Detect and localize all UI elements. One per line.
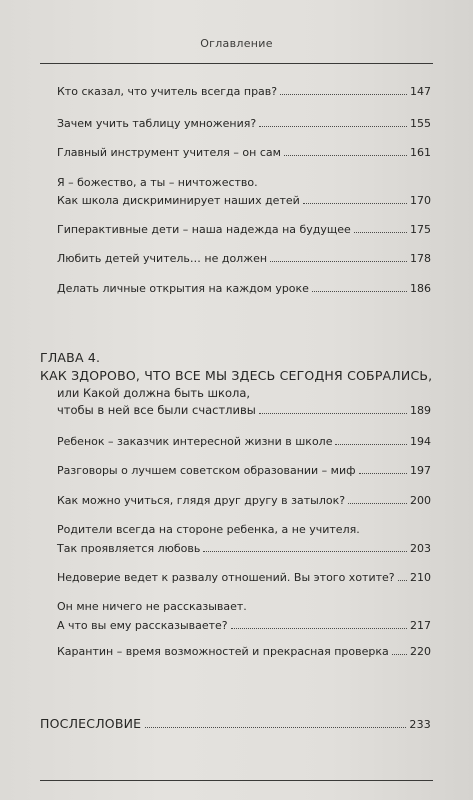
header-rule	[40, 63, 433, 64]
entry-title: Разговоры о лучшем советском образовании – миф	[57, 464, 356, 477]
toc-entry-afterword[interactable]	[40, 716, 431, 732]
leader-dots	[335, 444, 407, 445]
toc-entry[interactable]	[57, 645, 431, 659]
leader-dots	[354, 232, 407, 233]
toc-entry[interactable]	[57, 252, 431, 266]
entry-title: Кто сказал, что учитель всегда прав?	[57, 85, 278, 98]
chapter-heading[interactable]	[40, 350, 431, 383]
entry-page: 203	[410, 542, 431, 555]
leader-dots	[284, 155, 407, 156]
entry-title: Как можно учиться, глядя друг другу в затылок?	[57, 494, 346, 507]
leader-dots	[270, 261, 407, 262]
entry-title: Так проявляется любовь	[57, 542, 201, 555]
afterword-title: ПОСЛЕСЛОВИЕ	[40, 716, 142, 731]
running-header: Оглавление	[200, 37, 273, 50]
entry-title: Главный инструмент учителя – он сам	[57, 146, 281, 159]
entry-page: 194	[410, 435, 431, 448]
toc-entry[interactable]	[57, 85, 431, 99]
toc-entry[interactable]	[57, 223, 431, 237]
leader-dots	[203, 551, 407, 552]
entry-page: 147	[410, 85, 431, 98]
leader-dots	[259, 413, 407, 414]
leader-dots	[312, 291, 407, 292]
toc-entry[interactable]	[57, 571, 431, 585]
leader-dots	[392, 654, 407, 655]
toc-entry[interactable]	[57, 523, 431, 556]
entry-title-line: Я – божество, а ты – ничтожество.	[57, 176, 258, 189]
entry-page: 161	[410, 146, 431, 159]
leader-dots	[348, 503, 407, 504]
entry-page: 178	[410, 252, 431, 265]
entry-page: 217	[410, 619, 431, 632]
toc-entry[interactable]	[57, 464, 431, 478]
chapter-title: КАК ЗДОРОВО, ЧТО ВСЕ МЫ ЗДЕСЬ СЕГОДНЯ СОБРАЛИСЬ,	[40, 368, 433, 383]
entry-page: 155	[410, 117, 431, 130]
toc-entry[interactable]	[57, 282, 431, 296]
entry-page: 175	[410, 223, 431, 236]
entry-title-line: Он мне ничего не рассказывает.	[57, 600, 247, 613]
leader-dots	[231, 628, 407, 629]
entry-title: Карантин – время возможностей и прекрасная проверка	[57, 645, 389, 658]
entry-title: А что вы ему рассказываете?	[57, 619, 228, 632]
chapter-subtitle-line: чтобы в ней все были счастливы	[57, 403, 256, 417]
toc-entry[interactable]	[57, 146, 431, 160]
leader-dots	[259, 126, 407, 127]
entry-title: Как школа дискриминирует наших детей	[57, 194, 300, 207]
entry-title: Ребенок – заказчик интересной жизни в школе	[57, 435, 333, 448]
footer-rule	[40, 780, 433, 781]
entry-page: 200	[410, 494, 431, 507]
leader-dots	[145, 727, 406, 728]
chapter-page: 189	[410, 404, 431, 417]
entry-title-line: Родители всегда на стороне ребенка, а не учителя.	[57, 523, 360, 536]
afterword-page: 233	[409, 718, 431, 731]
toc-entry[interactable]	[57, 176, 431, 208]
chapter-label: ГЛАВА 4.	[40, 350, 101, 365]
entry-page: 197	[410, 464, 431, 477]
toc-entry[interactable]	[57, 117, 431, 131]
toc-entry[interactable]	[57, 435, 431, 449]
chapter-subtitle-line: или Какой должна быть школа,	[57, 386, 251, 400]
leader-dots	[398, 580, 407, 581]
entry-title: Зачем учить таблицу умножения?	[57, 117, 257, 130]
entry-title: Недоверие ведет к развалу отношений. Вы этого хотите?	[57, 571, 395, 584]
leader-dots	[359, 473, 407, 474]
entry-title: Любить детей учитель… не должен	[57, 252, 268, 265]
entry-page: 210	[410, 571, 431, 584]
leader-dots	[280, 94, 407, 95]
toc-entry[interactable]	[57, 600, 431, 633]
entry-page: 220	[410, 645, 431, 658]
entry-page: 186	[410, 282, 431, 295]
entry-title: Делать личные открытия на каждом уроке	[57, 282, 309, 295]
leader-dots	[303, 203, 407, 204]
chapter-subtitle	[57, 386, 431, 418]
entry-page: 170	[410, 194, 431, 207]
entry-title: Гиперактивные дети – наша надежда на будущее	[57, 223, 351, 236]
toc-entry[interactable]	[57, 494, 431, 508]
